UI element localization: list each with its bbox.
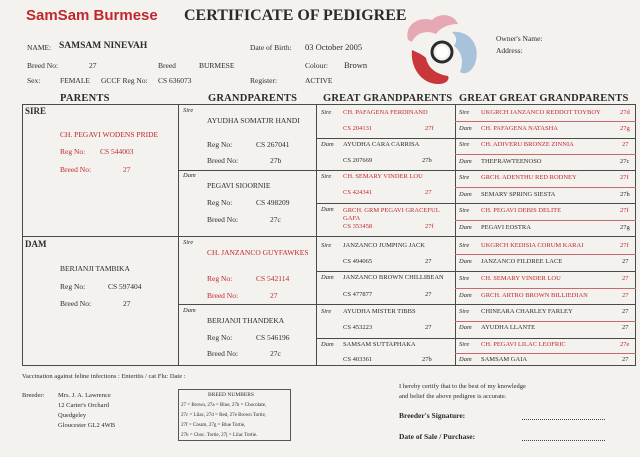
- col-header-parents: PARENTS: [60, 93, 110, 104]
- divider-gp-1: [178, 170, 636, 171]
- divider-gggp-3: [455, 154, 636, 155]
- ggp7-reg: CS 453223: [343, 324, 373, 331]
- ggp2-reg: CS 207669: [343, 157, 373, 164]
- gggp10-name: JANZANCO FILDREE LACE: [481, 258, 563, 265]
- certify-line-1: I hereby certify that to the best of my knowledge: [399, 383, 526, 390]
- divider-ggp-7: [316, 338, 636, 339]
- certify-line-2: and belief the above pedigree is accurate.: [399, 393, 507, 400]
- gggp3-breed: 27: [622, 141, 629, 148]
- breed-no-value: 27: [89, 61, 97, 70]
- divider-col3: [455, 104, 456, 366]
- blue-cat-shape: [452, 32, 477, 73]
- ggp7-tag: Sire: [321, 308, 332, 315]
- breeder-line-2: 12 Carter's Orchard: [58, 402, 109, 409]
- gggp16-tag: Dam: [459, 356, 472, 363]
- divider-col1: [178, 104, 179, 366]
- brand-title: SamSam Burmese: [26, 7, 158, 24]
- gggp4-tag: Dam: [459, 158, 472, 165]
- certificate-title: CERTIFICATE OF PEDIGREE: [184, 7, 407, 24]
- cats-logo: [402, 10, 482, 92]
- divider-ggp-1: [316, 138, 636, 139]
- gggp6-name: SEMARY SPRING SIESTA: [481, 191, 556, 198]
- sale-date-line[interactable]: [522, 440, 605, 441]
- sire-name: CH. PEGAVI WODENS PRIDE: [60, 130, 159, 139]
- gp4-breed: 27c: [270, 349, 281, 358]
- gggp1-tag: Sire: [459, 109, 470, 116]
- dam-name: BERJANJI TAMBIKA: [60, 264, 130, 273]
- gp2-breed: 27c: [270, 215, 281, 224]
- ggp3-name: CH. SEMARY VINDER LOU: [343, 173, 423, 180]
- gggp9-tag: Sire: [459, 242, 470, 249]
- breed-numbers-title: BREED NUMBERS: [208, 392, 254, 398]
- dam-label: DAM: [25, 239, 47, 249]
- ggp6-name: JANZANCO BROWN CHILLIBEAN: [343, 274, 444, 281]
- gp2-reg: CS 498209: [256, 198, 290, 207]
- breeder-line-1: Mrs. J. A. Lawrence: [58, 392, 111, 399]
- ggp4-breed: 27f: [425, 223, 434, 230]
- ggp2-name: AYUDHA CARA CARRISA: [343, 141, 420, 148]
- divider-gp-3: [178, 304, 636, 305]
- sire-breed-label: Breed No:: [60, 165, 92, 174]
- register-value: ACTIVE: [305, 76, 333, 85]
- divider-gggp-15: [455, 353, 636, 354]
- gggp7-name: CH. PEGAVI DEBIS DELITE: [481, 207, 562, 214]
- gggp4-name: THEFRAWTEENOSO: [481, 158, 542, 165]
- gp1-breed-label: Breed No:: [207, 156, 239, 165]
- gggp7-breed: 27f: [620, 207, 629, 214]
- divider-gggp-5: [455, 187, 636, 188]
- dob-label: Date of Birth:: [250, 43, 292, 52]
- divider-gggp-7: [455, 220, 636, 221]
- divider-ggp-5: [316, 271, 636, 272]
- divider-gggp-9: [455, 254, 636, 255]
- gggp12-breed: 27: [622, 292, 629, 299]
- gggp8-tag: Dam: [459, 224, 472, 231]
- gggp5-name: GRCH. ADENTHU RED RODNEY: [481, 174, 577, 181]
- divider-sire-dam: [22, 236, 636, 237]
- gp3-sire-tag: Sire: [183, 239, 194, 246]
- gggp9-name: UKGRCH KEDISIA CORUM KARAI: [481, 242, 584, 249]
- dam-reg-label: Reg No:: [60, 282, 86, 291]
- breed-numbers-line-1: 27 = Brown, 27a = Blue, 27b = Chocolate,: [181, 403, 267, 408]
- breed-numbers-line-3: 27f = Cream, 27g = Blue Tortie,: [181, 423, 246, 428]
- ggp2-tag: Dam: [321, 141, 334, 148]
- colour-value: Brown: [344, 60, 368, 70]
- ggp1-name: CH. PAFAGENA FERDINAND: [343, 109, 428, 116]
- breeder-line-4: Gloucester GL2 4WB: [58, 422, 116, 429]
- gp2-name: PEGAVI SIOORNIE: [207, 181, 271, 190]
- dam-breed-label: Breed No:: [60, 299, 92, 308]
- sire-breed-value: 27: [123, 165, 131, 174]
- owner-address-label: Address:: [496, 46, 523, 55]
- sex-value: FEMALE: [60, 76, 90, 85]
- col-header-great-great-grandparents: GREAT GREAT GRANDPARENTS: [459, 93, 629, 104]
- gggp10-tag: Dam: [459, 258, 472, 265]
- gggp14-breed: 27: [622, 324, 629, 331]
- gggp13-breed: 27: [622, 308, 629, 315]
- breeder-label: Breeder:: [22, 392, 45, 399]
- vaccination-line: Vaccination against feline infections : Enteritis / cat Flu: Date :: [22, 373, 186, 380]
- col-header-grandparents: GRANDPARENTS: [208, 93, 298, 104]
- sire-label: SIRE: [25, 106, 47, 116]
- breed-numbers-line-4: 27h = Choc. Tortie, 27j = Lilac Tortie.: [181, 433, 258, 438]
- gp3-breed: 27: [270, 291, 278, 300]
- gggp7-tag: Sire: [459, 207, 470, 214]
- gggp13-name: CHINEARA CHARLEY FARLEY: [481, 308, 573, 315]
- gggp14-name: AYUDHA LLANTE: [481, 324, 536, 331]
- signature-label: Breeder's Signature:: [399, 411, 466, 420]
- name-label: NAME:: [27, 43, 52, 52]
- ggp3-tag: Sire: [321, 173, 332, 180]
- gggp15-tag: Sire: [459, 341, 470, 348]
- divider-gggp-13: [455, 321, 636, 322]
- gggp5-breed: 27f: [620, 174, 629, 181]
- sire-reg-value: CS 544003: [100, 147, 134, 156]
- gggp3-name: CH. ADIVERU BRONZE ZINNIA: [481, 141, 574, 148]
- dam-breed-value: 27: [123, 299, 131, 308]
- gp2-breed-label: Breed No:: [207, 215, 239, 224]
- signature-line[interactable]: [522, 419, 605, 420]
- gggp10-breed: 27: [622, 258, 629, 265]
- gp4-reg: CS 546196: [256, 333, 290, 342]
- gggp6-tag: Dam: [459, 191, 472, 198]
- breed-no-label: Breed No:: [27, 61, 59, 70]
- breed-numbers-line-2: 27c = Lilac, 27d = Red, 27e Brown Tortie,: [181, 413, 267, 418]
- divider-col2: [316, 104, 317, 366]
- ggp8-tag: Dam: [321, 341, 334, 348]
- ggp3-breed: 27: [425, 189, 432, 196]
- ggp8-name: SAMSAM SUTTAPHAKA: [343, 341, 416, 348]
- gggp15-breed: 27e: [620, 341, 630, 348]
- ggp2-breed: 27b: [422, 157, 432, 164]
- sire-reg-label: Reg No:: [60, 147, 86, 156]
- gggp8-name: PEGAVI EOSTRA: [481, 224, 531, 231]
- gp2-dam-tag: Dam: [183, 172, 196, 179]
- ggp5-reg: CS 494065: [343, 258, 373, 265]
- sex-label: Sex:: [27, 76, 41, 85]
- gp3-breed-label: Breed No:: [207, 291, 239, 300]
- gp1-name: AYUDHA SOMATJR HANDI: [207, 116, 300, 125]
- gccf-reg-value: CS 636073: [158, 76, 192, 85]
- register-label: Register:: [250, 76, 278, 85]
- ggp5-name: JANZANCO JUMPING JACK: [343, 242, 425, 249]
- ggp5-tag: Sire: [321, 242, 332, 249]
- gggp16-name: SAMSAM GAIA: [481, 356, 528, 363]
- gggp3-tag: Sire: [459, 141, 470, 148]
- gggp16-breed: 27: [622, 356, 629, 363]
- gggp11-name: CH. SEMARY VINDER LOU: [481, 275, 561, 282]
- ggp4-tag: Dam: [321, 206, 334, 213]
- breed-value: BURMESE: [199, 61, 235, 70]
- gp1-reg: CS 267041: [256, 140, 290, 149]
- pink-cat-shape: [407, 15, 458, 42]
- ggp6-reg: CS 477877: [343, 291, 373, 298]
- gp3-reg-label: Reg No:: [207, 274, 233, 283]
- divider-gggp-11: [455, 288, 636, 289]
- gggp5-tag: Sire: [459, 174, 470, 181]
- gggp9-breed: 27f: [620, 242, 629, 249]
- ggp1-reg: CS 204131: [343, 125, 373, 132]
- gp4-dam-tag: Dam: [183, 307, 196, 314]
- gp3-name: CH. JANZANCO GUYFAWKES: [207, 248, 309, 257]
- colour-label: Colour:: [305, 61, 328, 70]
- gggp2-name: CH. PAFAGENA NATASHA: [481, 125, 558, 132]
- divider-ggp-3: [316, 203, 636, 204]
- gggp11-tag: Sire: [459, 275, 470, 282]
- breeder-line-3: Quedgeley: [58, 412, 87, 419]
- name-value: SAMSAM NINEVAH: [59, 41, 148, 51]
- gp1-breed: 27b: [270, 156, 282, 165]
- gp2-reg-label: Reg No:: [207, 198, 233, 207]
- gp3-reg: CS 542114: [256, 274, 290, 283]
- gggp4-breed: 27c: [620, 158, 630, 165]
- gggp1-breed: 27d: [620, 109, 630, 116]
- gp4-breed-label: Breed No:: [207, 349, 239, 358]
- gp1-reg-label: Reg No:: [207, 140, 233, 149]
- sale-date-label: Date of Sale / Purchase:: [399, 432, 476, 441]
- ggp8-reg: CS 403361: [343, 356, 373, 363]
- gggp2-tag: Dam: [459, 125, 472, 132]
- ggp1-tag: Sire: [321, 109, 332, 116]
- ggp1-breed: 27f: [425, 125, 434, 132]
- owner-name-label: Owner's Name:: [496, 34, 543, 43]
- divider-gggp-1: [455, 121, 636, 122]
- ggp3-reg: CS 424341: [343, 189, 373, 196]
- gp4-name: BERJANJI THANDEKA: [207, 316, 285, 325]
- gggp15-name: CH. PEGAVI LILAC LEOFRIC: [481, 341, 566, 348]
- gggp13-tag: Sire: [459, 308, 470, 315]
- gggp8-breed: 27g: [620, 224, 630, 231]
- gp1-sire-tag: Sire: [183, 107, 194, 114]
- gggp6-breed: 27h: [620, 191, 630, 198]
- ggp4-reg: CS 353458: [343, 223, 373, 230]
- ggp8-breed: 27b: [422, 356, 432, 363]
- ggp7-name: AYUDHA MISTER TIBBS: [343, 308, 416, 315]
- ggp6-breed: 27: [425, 291, 432, 298]
- gp4-reg-label: Reg No:: [207, 333, 233, 342]
- gggp14-tag: Dam: [459, 324, 472, 331]
- gggp12-tag: Dam: [459, 292, 472, 299]
- ggp5-breed: 27: [425, 258, 432, 265]
- ggp7-breed: 27: [425, 324, 432, 331]
- logo-ring-inner: [436, 46, 448, 58]
- gccf-reg-label: GCCF Reg No:: [101, 76, 148, 85]
- col-header-great-grandparents: GREAT GRANDPARENTS: [323, 93, 453, 104]
- gggp12-name: GRCH. ARTRO BROWN BILLIEDIAN: [481, 292, 588, 299]
- gggp11-breed: 27: [622, 275, 629, 282]
- gggp1-name: UKGRCH JANZANCO REDDOT TOYBOY: [481, 109, 601, 116]
- dob-value: 03 October 2005: [305, 42, 363, 52]
- breed-label: Breed: [158, 61, 176, 70]
- gggp2-breed: 27g: [620, 125, 630, 132]
- ggp6-tag: Dam: [321, 274, 334, 281]
- ggp4-name: GRCH. GRM PEGAVI GRACEFUL GAFA: [343, 207, 440, 222]
- dam-reg-value: CS 597404: [108, 282, 142, 291]
